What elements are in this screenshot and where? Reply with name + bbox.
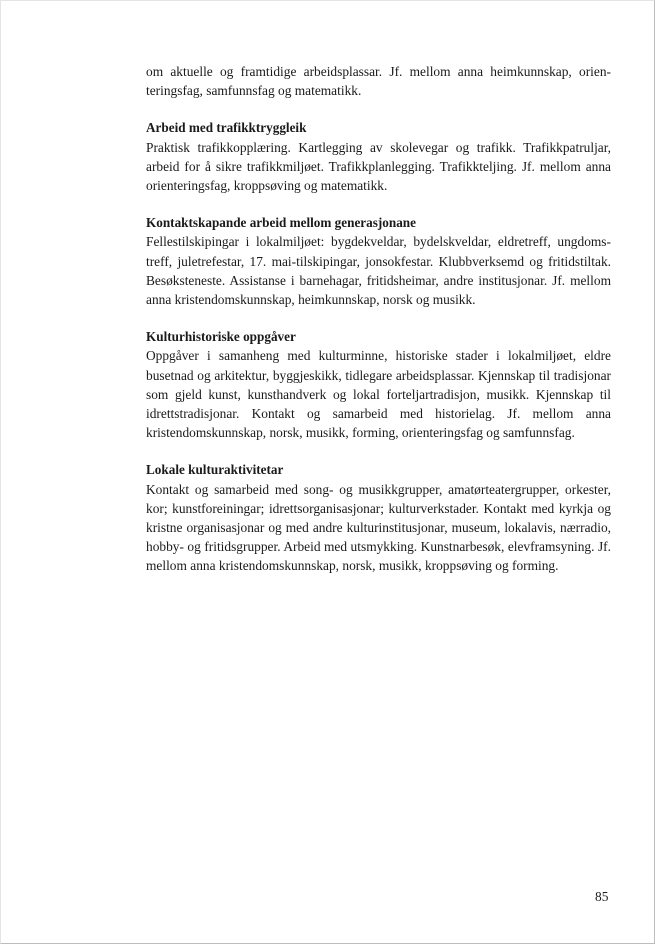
section-body: Fellestilskipingar i lokalmiljøet: bygdekveldar, bydelskveldar, eldretreff, ungdomstreff, juletrefestar, 17. mai-tilskipingar, jonsokfestar. Klubbverksemd og fritidstiltak. Besøksteneste. Assistanse i barnehagar, fritidsheimar, andre institusjonar. Jf. mellom anna kristendomskunnskap, heimkunnskap, norsk og musikk. <box>146 234 611 308</box>
intro-paragraph: om aktuelle og framtidige arbeidsplassar. Jf. mellom anna heimkunnskap, orienteringsfag, samfunnsfag og matematikk. <box>146 64 611 99</box>
section-body: Kontakt og samarbeid med song- og musikkgrupper, amatørteatergrupper, orkester, kor; kunstforeiningar; idrettsorganisasjonar; kulturverkstader. Kontakt med kyrkja og kristne organisasjonar og med andre kulturinstitusjonar, museum, lokalavis, nærradio, hobby- og fritidsgrupper. Arbeid med utsmykking. Kunstnarbesøk, elevframsyning. Jf. mellom anna kristendomskunnskap, norsk, musikk, kroppsøving og forming. <box>146 481 611 574</box>
section-heading: Lokale kulturaktivitetar <box>146 462 284 478</box>
section-heading: Arbeid med trafikktryggleik <box>146 120 307 136</box>
page-number: 85 <box>595 889 609 904</box>
section-body: Praktisk trafikkopplæring. Kartlegging av skolevegar og trafikk. Trafikkpatruljar, arbeid for å sikre trafikkmiljøet. Trafikkplanlegging. Trafikkteljing. Jf. mellom anna orienteringsfag, kroppsøving og matematikk. <box>146 139 611 194</box>
section-heading: Kontaktskapande arbeid mellom generasjonane <box>146 215 416 231</box>
document-body <box>146 62 611 576</box>
section-body: Oppgåver i samanheng med kulturminne, historiske stader i lokalmiljøet, eldre busetnad og arkitektur, byggjeskikk, tidlegare arbeidsplassar. Kjennskap til tradisjonar som gjeld kunst, kunsthandverk og lokal forteljartradisjon, musikk. Kjennskap til idrettstradisjonar. Kontakt og samarbeid med historielag. Jf. mellom anna kristendomskunnskap, norsk, musikk, forming, orienteringsfag og samfunnsfag. <box>146 348 611 441</box>
section-intergenerational-contact <box>146 213 611 309</box>
section-local-culture <box>146 460 611 575</box>
section-traffic-safety <box>146 118 611 195</box>
section-heading: Kulturhistoriske oppgåver <box>146 329 296 345</box>
section-cultural-history <box>146 327 611 442</box>
